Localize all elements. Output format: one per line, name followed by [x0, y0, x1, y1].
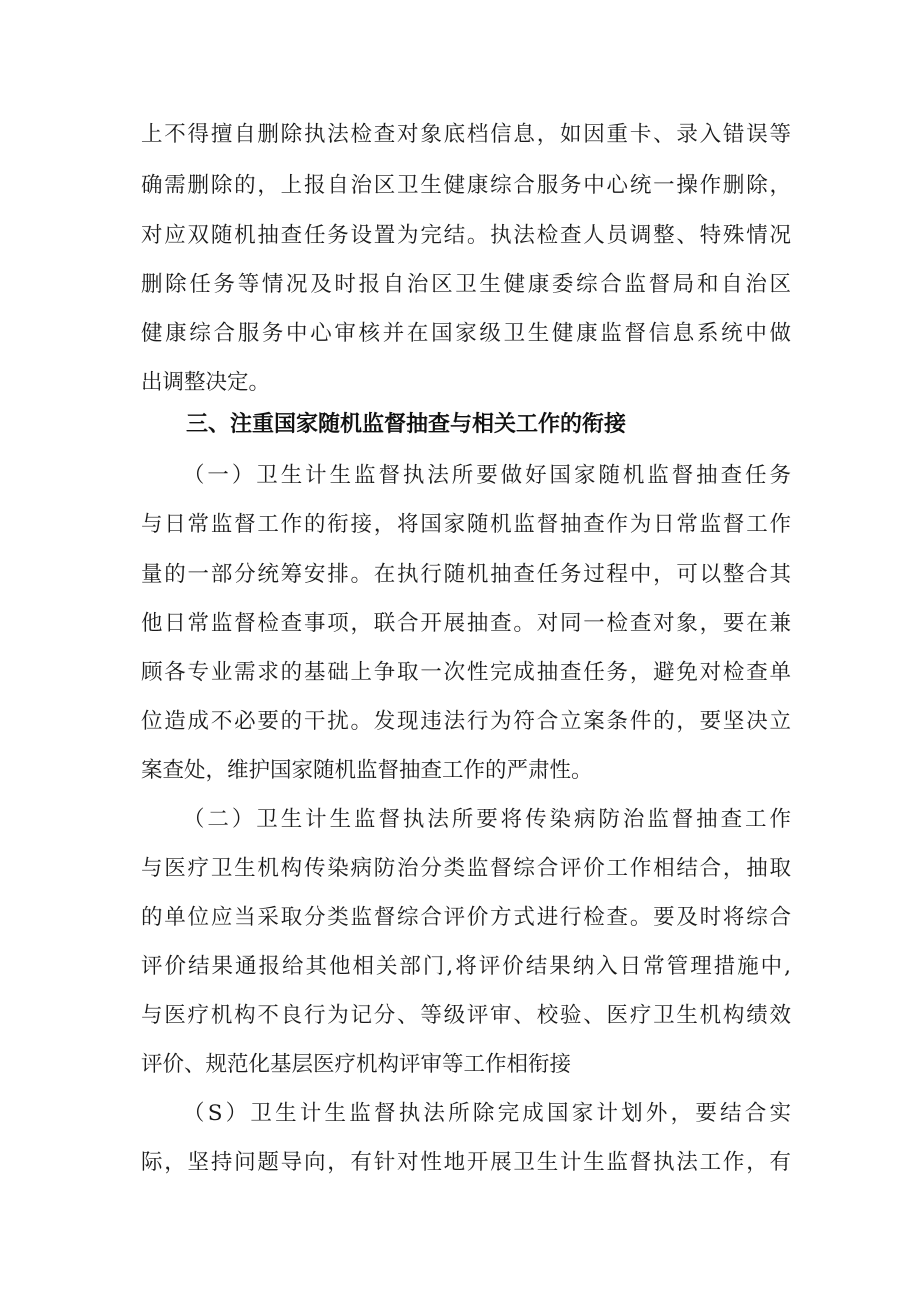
body-text-line: 出调整决定。: [141, 370, 271, 395]
body-text-line: 的单位应当采取分类监督综合评价方式进行检查。要及时将综合: [141, 905, 791, 930]
body-text-line: 评价结果通报给其他相关部门,将评价结果纳入日常管理措施中,: [141, 954, 791, 979]
body-text-line: 与医疗机构不良行为记分、等级评审、校验、医疗卫生机构绩效: [141, 1003, 791, 1028]
body-text-line: 顾各专业需求的基础上争取一次性完成抽查任务，避免对检查单: [141, 660, 791, 685]
body-text-line: 确需删除的，上报自治区卫生健康综合服务中心统一操作删除，: [141, 173, 791, 198]
body-text-line: 与日常监督工作的衔接，将国家随机监督抽查作为日常监督工作: [141, 512, 791, 537]
section-heading: 三、注重国家随机监督抽查与相关工作的衔接: [186, 412, 627, 437]
body-text-line: 健康综合服务中心审核并在国家级卫生健康监督信息系统中做: [141, 321, 791, 346]
body-text-line: 删除任务等情况及时报自治区卫生健康委综合监督局和自治区: [141, 272, 791, 297]
body-text-line: 他日常监督检查事项，联合开展抽查。对同一检查对象，要在兼: [141, 611, 791, 636]
paragraph-first-line: （一）卫生计生监督执法所要做好国家随机监督抽查任务: [183, 463, 791, 488]
body-text-line: 量的一部分统筹安排。在执行随机抽查任务过程中，可以整合其: [141, 562, 791, 587]
body-text-line: 案查处，维护国家随机监督抽查工作的严肃性。: [141, 758, 593, 783]
body-text-line: 际，坚持问题导向，有针对性地开展卫生计生监督执法工作，有: [141, 1150, 791, 1175]
paragraph-first-line: （S）卫生计生监督执法所除完成国家计划外，要结合实: [183, 1101, 791, 1126]
body-text-line: 位造成不必要的干扰。发现违法行为符合立案条件的，要坚决立: [141, 709, 791, 734]
paragraph-first-line: （二）卫生计生监督执法所要将传染病防治监督抽查工作: [183, 807, 791, 832]
body-text-line: 评价、规范化基层医疗机构评审等工作相衔接: [141, 1052, 572, 1077]
body-text-line: 上不得擅自删除执法检查对象底档信息，如因重卡、录入错误等: [141, 122, 791, 147]
body-text-line: 与医疗卫生机构传染病防治分类监督综合评价工作相结合，抽取: [141, 856, 791, 881]
body-text-line: 对应双随机抽查任务设置为完结。执法检查人员调整、特殊情况: [141, 223, 791, 248]
